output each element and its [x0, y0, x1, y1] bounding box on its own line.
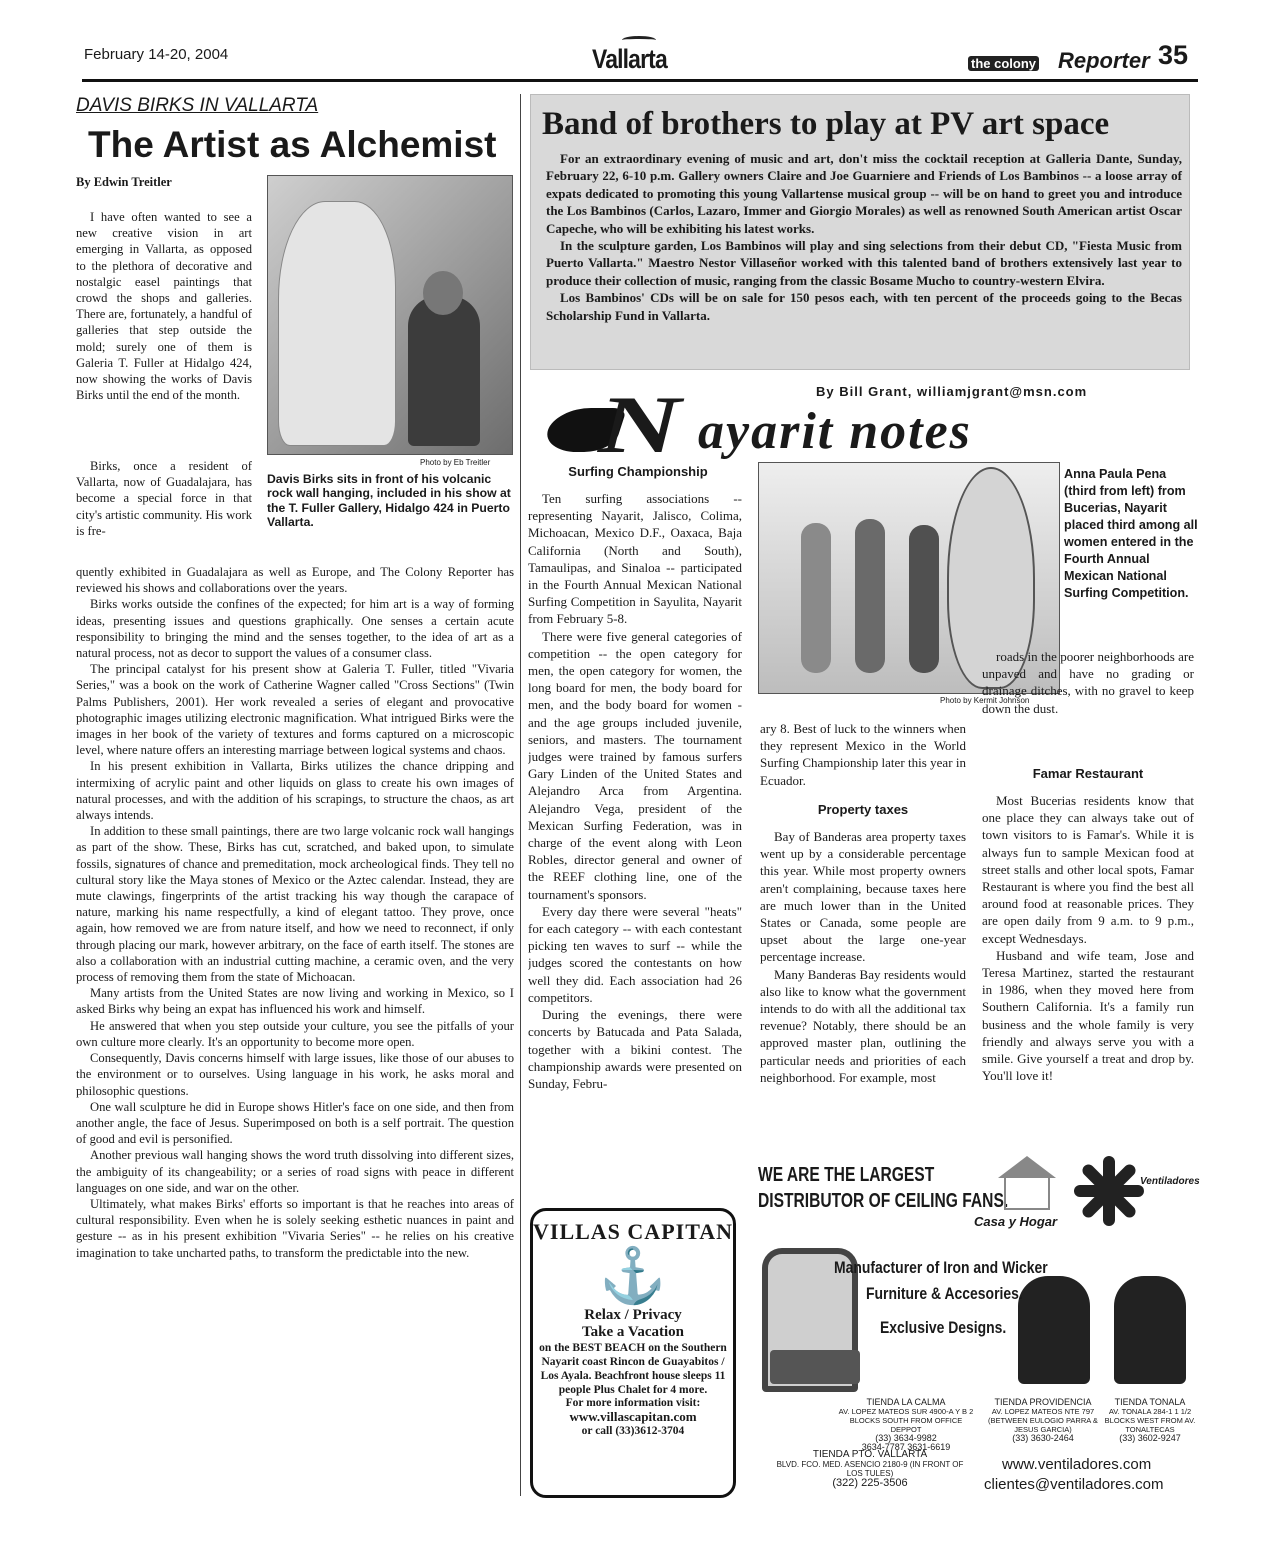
store-name: TIENDA LA CALMA [866, 1397, 946, 1407]
fans-website[interactable]: www.ventiladores.com [1002, 1456, 1152, 1473]
article-para: Many artists from the United States are now living and working in Mexico, so I asked Birks why being an expat has influenced his work and himself. [76, 986, 514, 1017]
surf-photo-credit: Photo by Kermit Johnson [940, 696, 1030, 705]
anchor-icon: ⚓ [599, 1246, 667, 1306]
surf-continued: ary 8. Best of luck to the winners when they represent Mexico in the World Surfing Championship later this year in Ecuador. [760, 721, 966, 788]
fans-headline-2: DISTRIBUTOR OF CEILING FANS. [758, 1190, 1009, 1212]
store-phone: (33) 3634-9982 [875, 1433, 937, 1443]
store-phone: (33) 3630-2464 [1012, 1433, 1074, 1443]
article-para: In his present exhibition in Vallarta, Birks utilizes the chance dripping and intermixing of acrylic paint and other liquids on glass to create his own images of natural processes, and with the addition of his scrapings, to structure the chaos, as art always intends. [76, 759, 514, 823]
store-providencia [988, 1398, 1098, 1443]
artist-figure [408, 296, 480, 446]
surf-photo-caption: Anna Paula Pena (third from left) from Bucerias, Nayarit placed third among all women entered in the Fourth Annual Mexican National Surfing Competition. [1064, 467, 1198, 600]
paper-name: Reporter [1058, 48, 1150, 73]
paper-prefix: the colony [968, 56, 1039, 71]
masthead-rule [82, 79, 1198, 82]
surfer-1 [801, 523, 831, 673]
villas-title: VILLAS CAPITAN [533, 1219, 734, 1244]
surfer-3 [909, 525, 939, 673]
famar-para: Most Bucerias residents know that one place they can always take out of town visitors to is Famar's. While it is always fun to sample Mexican food at street stalls and other local spots, Famar Restaurant is where you find the best all around food at reasonable prices. They are open daily from 9 a.m. to 9 p.m., except Wednesdays. [982, 793, 1194, 946]
bird-icon [622, 36, 656, 44]
article-para: He answered that when you step outside your culture, you see the pitfalls of your own culture more clearly. It's an opportunity to become more open. [76, 1018, 514, 1049]
villas-url[interactable]: www.villascapitan.com [569, 1409, 697, 1424]
surf-para: Ten surfing associations -- representing Nayarit, Jalisco, Colima, Michoacan, Mexico D.F., Oaxaca, Baja California (North and South), Tamaulipas, and Sinaloa -- participated in the Fourth Annual Mexican National Surfing Competition in Sayulita, Nayarit from February 5-8. [528, 491, 742, 627]
fans-sub-2: Furniture & Accesories. [866, 1284, 1023, 1303]
casa-logo: Casa y Hogar [974, 1214, 1058, 1229]
photo-credit: Photo by Eb Treitler [420, 458, 491, 467]
store-address: AV. LOPEZ MATEOS NTE 797 (BETWEEN EULOGIO PARRA & JESUS GARCIA) [988, 1407, 1098, 1434]
section-name: Vallarta [592, 44, 667, 74]
surf-para: During the evenings, there were concerts by Batucada and Pata Salada, together with a bikini contest. The championship awards were presented on Sunday, Febru- [528, 1007, 742, 1091]
villas-line2: Take a Vacation [582, 1324, 684, 1340]
house-icon [992, 1156, 1062, 1212]
surfer-2 [855, 519, 885, 673]
article-byline: By Edwin Treitler [76, 175, 172, 189]
rock-hanging [278, 201, 396, 446]
article-para: Ultimately, what makes Birks' efforts so important is that he reaches into areas of cultural responsibility. Even when he is solely seeking esthetic nuances in paint and gesture -- as in his present exhibition "Vivaria Series" -- he relies on his creative imagination to take uncharted paths, to transform the predictable into the new. [76, 1196, 514, 1260]
store-la-calma [836, 1398, 976, 1452]
article-para: In addition to these small paintings, there are two large volcanic rock wall hangings as part of the show. These, Birks has cut, scratched, and baked upon, to simulate fossils, signatures of chance and premeditation, mock archeological finds. They tell no cultural story like the Maya stones of Mexico or the Aztec calendar. Instead, they are mute clawings, fingerprints of the artist tracking his way though the carapace of nature, marking his name respectfully, a kind of elegant tattoo. They prove, once again, how removed we are from nature itself, and how we need to reconnect, if only through placing our mark, however arbitrary, on the face of earth itself. The stones are also a collaboration with an industrial cutting machine, a ceramic oven, and the very process of removing them from the state of Michoacan. [76, 824, 514, 985]
store-address: BLVD. FCO. MED. ASENCIO 2180-9 (IN FRONT OF LOS TULES) [776, 1459, 964, 1478]
store-name: TIENDA TONALA [1114, 1397, 1186, 1407]
store-name: TIENDA PTO. VALLARTA [812, 1449, 928, 1460]
article-para: One wall sculpture he did in Europe shows Hitler's face on one side, and then from another angle, the face of Jesus. Superimposed on both is a self portrait. The question of good and evil is personified. [76, 1099, 514, 1147]
article-para: quently exhibited in Guadalajara as well as Europe, and The Colony Reporter has reviewed his shows and collaborations over the years. [76, 565, 514, 596]
surf-para: There were five general categories of competition -- the open category for men, the open category for women, the long board for men, the body board for men, and the body board for women - and the age groups included juvenile, seniors, and masters. The tournament judges were trained by famous surfers Gary Linden of the United States and Alejandro Arca from Argentina. Alejandro Vega, president of the Mexican Surfing Federation, was in charge of the event along with Leon Robles, director general and owner of the REEF clothing line, one of the tournament's sponsors. [528, 628, 742, 902]
band-para: In the sculpture garden, Los Bambinos will play and sing selections from their debut CD, "Fiesta Music from Puerto Vallarta." Maestro Nestor Villaseñor worked with this talented band of brothers extensively last year to produce their collection of music, ranging from the classic Bosame Mucho to country-western Elvira. [546, 238, 1182, 288]
store-name: TIENDA PROVIDENCIA [994, 1397, 1092, 1407]
fans-headline-1: WE ARE THE LARGEST [758, 1164, 935, 1186]
villas-phone: or call (33)3612-3704 [581, 1425, 685, 1437]
article-headline: The Artist as Alchemist [88, 124, 497, 165]
issue-date: February 14-20, 2004 [84, 46, 229, 63]
famar-column [982, 792, 1194, 1142]
surf-para: Every day there were several "heats" for each category -- with each contestant picking ten waves to surf -- while the judges scored the contestants on how well they did. Each association had 26 competitors. [528, 903, 742, 1005]
logo-text: ayarit notes [698, 403, 972, 460]
band-para: Los Bambinos' CDs will be on sale for 150 pesos each, with ten percent of the proceeds going to the Becas Scholarship Fund in Vallarta. [546, 290, 1182, 323]
store-vallarta [770, 1450, 970, 1488]
tax-column [760, 828, 966, 1138]
store-address: AV. TONALA 284-1 1 1/2 BLOCKS WEST FROM AV. TONALTECAS [1104, 1407, 1196, 1434]
article-body [76, 564, 514, 1484]
table-photo [770, 1350, 860, 1384]
artist-head [423, 271, 463, 315]
logo-initial: N [598, 379, 681, 470]
tax-para: Bay of Banderas area property taxes went up by a considerable percentage this year. While most property owners aren't complaining, because taxes here are much lower than in the United States or Canada, some people are upset about the large one-year percentage increase. [760, 829, 966, 965]
artist-photo [267, 175, 513, 455]
villas-ad[interactable] [530, 1208, 736, 1498]
villas-more: For more information visit: [565, 1397, 701, 1409]
fan-icon [1074, 1156, 1144, 1226]
band-headline: Band of brothers to play at PV art space [542, 106, 1110, 142]
fans-brand: Ventiladores [1140, 1176, 1200, 1187]
store-phone: (33) 3602-9247 [1119, 1433, 1181, 1443]
store-phone-2: 3634-7787 3631-6619 [861, 1442, 951, 1452]
roads-continued: roads in the poorer neighborhoods are unpaved and have no grading or drainage ditches, with no gravel to keep down the dust. [982, 649, 1194, 716]
store-tonala [1102, 1398, 1198, 1443]
famar-para: Husband and wife team, Jose and Teresa Martinez, started the restaurant in 1986, when they moved here from Southern California. It's a family run business and the whole family is very friendly and always serve you with a smile. Give yourself a treat and drop by. You'll love it! [982, 947, 1194, 1084]
fans-email[interactable]: clientes@ventiladores.com [984, 1476, 1164, 1493]
chairs-photo [1018, 1276, 1194, 1386]
article-wrap-para-2: Birks, once a resident of Vallarta, now of Guadalajara, has become a special force in that city's artistic community. His work is fre- [76, 459, 252, 538]
band-body [546, 150, 1182, 324]
column-divider [520, 94, 521, 1496]
page-number: 35 [1158, 40, 1189, 70]
band-para: For an extraordinary evening of music and art, don't miss the cocktail reception at Galleria Dante, Sunday, February 22, 6-10 p.m. Gallery owners Claire and Joe Guarniere and Friends of Los Bambinos -- a loose array of expats dedicated to promoting this young Vallartense musical group -- will be on hand to greet you and introduce the Los Bambinos (Carlos, Lazaro, Immer and Giorgio Morales) as well as renowned South American artist Oscar Capeche, who will be exhibiting his latest works. [546, 151, 1182, 236]
article-para: Birks works outside the confines of the expected; for him art is a way of forming ideas, presenting issues and questions graphically. One senses a certain acute responsibility to bringing the mind and the senses together, to the idea of art as a natural process, not as decor to support the values of a consumer class. [76, 597, 514, 661]
fans-ad[interactable] [756, 1150, 1200, 1500]
article-kicker: DAVIS BIRKS IN VALLARTA [76, 95, 319, 116]
surf-heading: Surfing Championship [568, 464, 708, 479]
tax-para: Many Banderas Bay residents would also like to know what the government intends to do with all the additional tax revenue? Notably, there should be an approved master plan, outlining the particular needs and priorities of each neighborhood. For example, most [760, 966, 966, 1085]
surf-column [528, 490, 742, 1192]
article-para: Another previous wall hanging shows the word truth dissolving into different sizes, the ambiguity of its changeability; or a series of road signs with peace in different languages on one side, and war on the other. [76, 1148, 514, 1195]
article-para: Consequently, Davis concerns himself with large issues, like those of our abuses to the environment or to ourselves. Using language in his work, he asks moral and philosophic questions. [76, 1051, 514, 1098]
section-logo [592, 34, 688, 78]
photo-caption: Davis Birks sits in front of his volcanic rock wall hanging, included in his show at the T. Fuller Gallery, Hidalgo 424 in Puerto Vallarta. [267, 472, 511, 530]
nayarit-logo [548, 379, 1188, 470]
store-phone: (322) 225-3506 [832, 1476, 908, 1489]
villas-line1: Relax / Privacy [584, 1307, 682, 1323]
article-para: The principal catalyst for his present show at Galeria T. Fuller, titled "Vivaria Series," was a book on the work of Catherine Wagner called "Cross Sections" (Twin Palms Publishers, 2001). Her work revealed a series of elegant and provocative photographic images utilizing electronic magnification. What intrigued Birks were the images in her book of the variety of textures and forms captured on a microscopic level, where nature offers an interesting marriage between logical systems and chaos. [76, 662, 514, 758]
fans-sub-3: Exclusive Designs. [880, 1318, 1007, 1337]
article-wrap-para-1: I have often wanted to see a new creative vision in art emerging in Vallarta, as opposed to the plethora of decorative and nostalgic easel paintings that crowd the shops and galleries. There are, fortunately, a handful of galleries that step outside the mold; surely one of them is Galeria T. Fuller at Hidalgo 424, now showing the works of Davis Birks until the end of the month. [76, 210, 252, 403]
tax-heading: Property taxes [817, 802, 909, 817]
column-byline: By Bill Grant, williamjgrant@msn.com [816, 384, 1088, 399]
famar-heading: Famar Restaurant [1032, 766, 1144, 781]
fans-sub-1: Manufacturer of Iron and Wicker [834, 1258, 1048, 1277]
store-address: AV. LOPEZ MATEOS SUR 4900-A Y B 2 BLOCKS SOUTH FROM OFFICE DEPPOT [838, 1407, 974, 1434]
villas-body: on the BEST BEACH on the Southern Nayarit coast Rincon de Guayabitos / Los Ayala. Beachfront house sleeps 11 people Plus Chalet for 4 more. [539, 1342, 727, 1396]
